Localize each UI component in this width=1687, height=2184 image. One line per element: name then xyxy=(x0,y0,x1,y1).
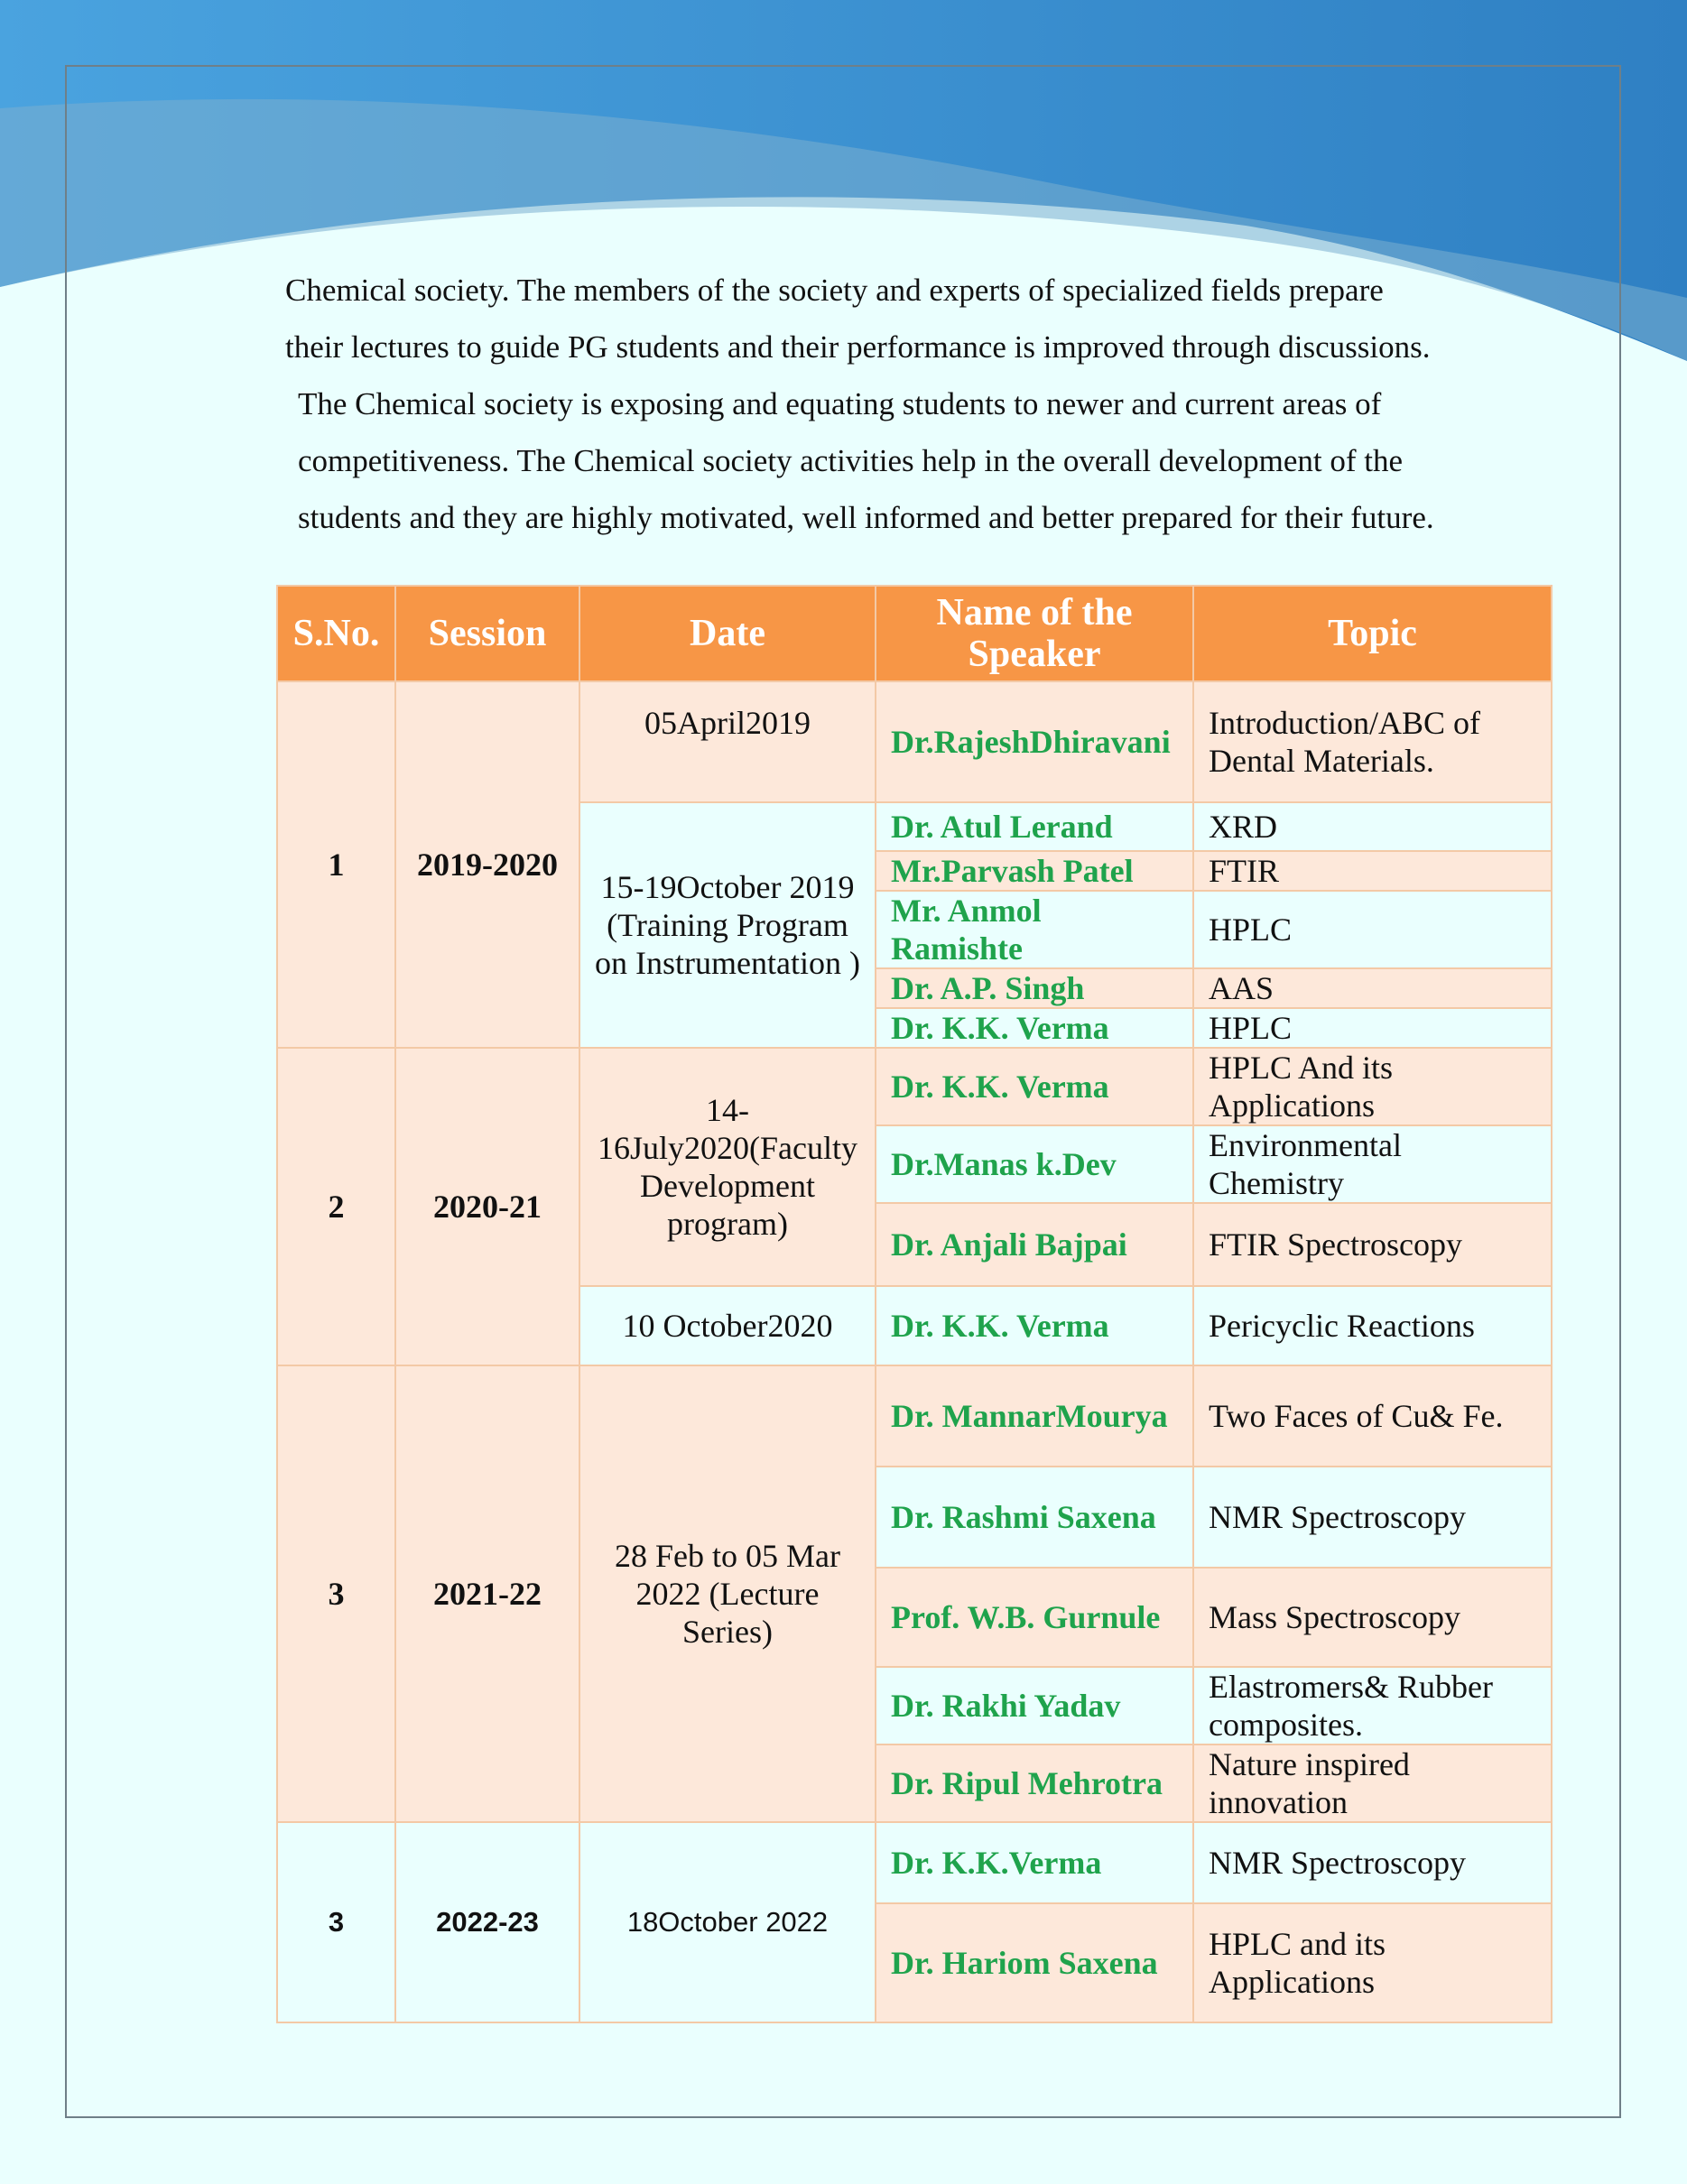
speaker-cell: Dr. Rashmi Saxena xyxy=(876,1467,1193,1568)
intro-paragraph xyxy=(285,262,1489,546)
topic-cell: AAS xyxy=(1193,968,1552,1008)
table-header-row xyxy=(277,586,1552,681)
speaker-cell: Dr. Rakhi Yadav xyxy=(876,1667,1193,1744)
speaker-cell: Prof. W.B. Gurnule xyxy=(876,1568,1193,1667)
sno-cell: 3 xyxy=(277,1365,395,1822)
topic-cell: Environmental Chemistry xyxy=(1193,1125,1552,1203)
table-row xyxy=(277,1822,1552,1903)
intro-line: competitiveness. The Chemical society activities help in the overall development of the xyxy=(298,443,1403,478)
date-cell: 18October 2022 xyxy=(579,1822,876,2022)
table-row xyxy=(277,681,1552,802)
topic-cell: NMR Spectroscopy xyxy=(1193,1822,1552,1903)
speaker-cell: Dr. K.K. Verma xyxy=(876,1008,1193,1048)
topic-cell: Elastromers& Rubber composites. xyxy=(1193,1667,1552,1744)
topic-cell: Pericyclic Reactions xyxy=(1193,1286,1552,1365)
speaker-cell: Dr. K.K. Verma xyxy=(876,1048,1193,1125)
lecture-table xyxy=(276,585,1553,2023)
topic-cell: Two Faces of Cu& Fe. xyxy=(1193,1365,1552,1467)
intro-line: Chemical society. The members of the society and experts of specialized fields prepare xyxy=(285,273,1384,308)
speaker-cell: Mr. Anmol Ramishte xyxy=(876,891,1193,968)
header-speaker: Name of the Speaker xyxy=(876,586,1193,681)
topic-cell: NMR Spectroscopy xyxy=(1193,1467,1552,1568)
speaker-cell: Dr. K.K. Verma xyxy=(876,1286,1193,1365)
sno-cell: 3 xyxy=(277,1822,395,2022)
topic-cell: FTIR xyxy=(1193,851,1552,891)
speaker-cell: Dr. Atul Lerand xyxy=(876,802,1193,851)
session-cell: 2021-22 xyxy=(395,1365,579,1822)
speaker-cell: Dr. Anjali Bajpai xyxy=(876,1203,1193,1286)
date-cell: 14-16July2020(Faculty Development program) xyxy=(579,1048,876,1286)
topic-cell: Introduction/ABC of Dental Materials. xyxy=(1193,681,1552,802)
topic-cell: Mass Spectroscopy xyxy=(1193,1568,1552,1667)
speaker-cell: Dr. A.P. Singh xyxy=(876,968,1193,1008)
intro-line: students and they are highly motivated, well informed and better prepared for their future. xyxy=(298,500,1434,535)
speaker-cell: Dr. MannarMourya xyxy=(876,1365,1193,1467)
topic-cell: HPLC xyxy=(1193,1008,1552,1048)
speaker-cell: Dr. Ripul Mehrotra xyxy=(876,1744,1193,1822)
date-cell: 28 Feb to 05 Mar 2022 (Lecture Series) xyxy=(579,1365,876,1822)
header-sno: S.No. xyxy=(277,586,395,681)
date-cell: 10 October2020 xyxy=(579,1286,876,1365)
intro-line: their lectures to guide PG students and their performance is improved through discussions. xyxy=(285,329,1431,365)
header-session: Session xyxy=(395,586,579,681)
intro-line: The Chemical society is exposing and equating students to newer and current areas of xyxy=(298,386,1382,421)
topic-cell: Nature inspired innovation xyxy=(1193,1744,1552,1822)
sno-cell: 1 xyxy=(277,681,395,1048)
date-cell: 05April2019 xyxy=(579,681,876,802)
speaker-cell: Dr. K.K.Verma xyxy=(876,1822,1193,1903)
table-row xyxy=(277,1365,1552,1467)
topic-cell: FTIR Spectroscopy xyxy=(1193,1203,1552,1286)
topic-cell: XRD xyxy=(1193,802,1552,851)
sno-cell: 2 xyxy=(277,1048,395,1365)
table-row xyxy=(277,1048,1552,1125)
topic-cell: HPLC And its Applications xyxy=(1193,1048,1552,1125)
speaker-cell: Dr. Hariom Saxena xyxy=(876,1903,1193,2022)
speaker-cell: Mr.Parvash Patel xyxy=(876,851,1193,891)
speaker-cell: Dr.RajeshDhiravani xyxy=(876,681,1193,802)
session-cell: 2022-23 xyxy=(395,1822,579,2022)
header-topic: Topic xyxy=(1193,586,1552,681)
topic-cell: HPLC xyxy=(1193,891,1552,968)
date-cell: 15-19October 2019 (Training Program on Instrumentation ) xyxy=(579,802,876,1048)
header-date: Date xyxy=(579,586,876,681)
session-cell: 2020-21 xyxy=(395,1048,579,1365)
topic-cell: HPLC and its Applications xyxy=(1193,1903,1552,2022)
session-cell: 2019-2020 xyxy=(395,681,579,1048)
speaker-cell: Dr.Manas k.Dev xyxy=(876,1125,1193,1203)
